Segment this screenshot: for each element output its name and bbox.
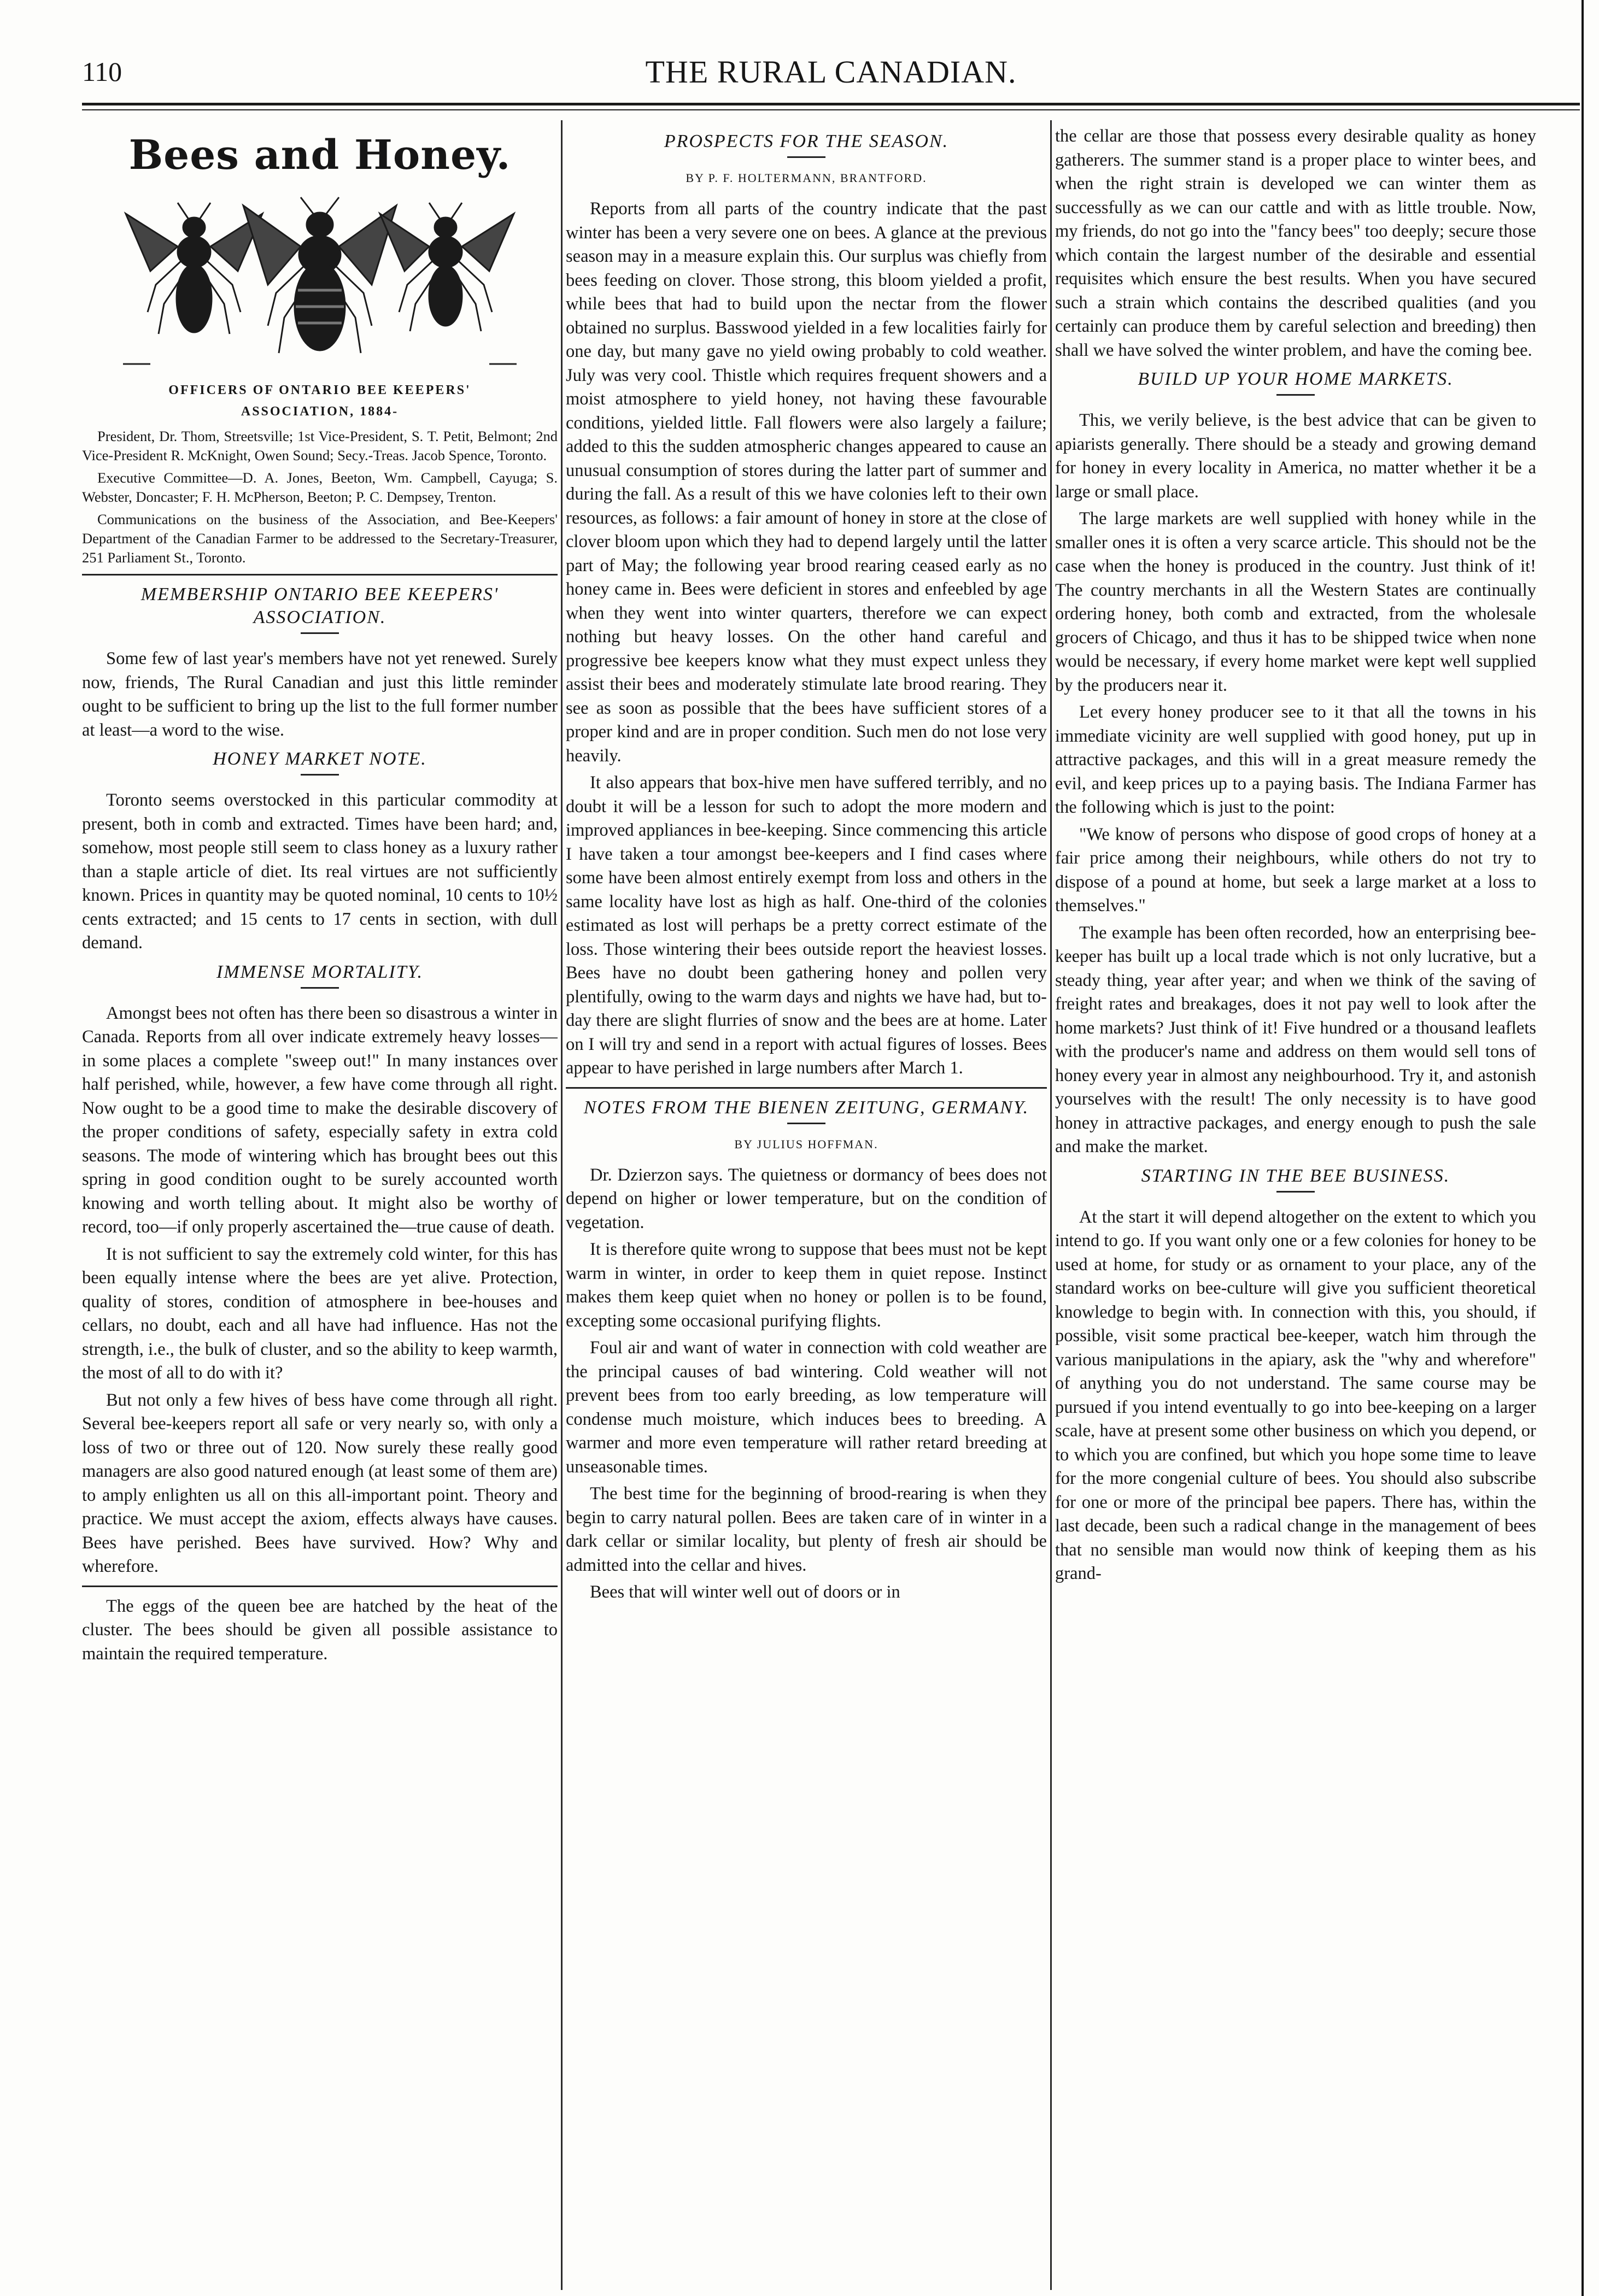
heading-dash: [787, 156, 825, 158]
bees-illustration: [112, 189, 528, 369]
starting-heading: STARTING IN THE BEE BUSINESS.: [1141, 1165, 1450, 1186]
page-header: [82, 50, 1580, 94]
section-separator: [82, 1586, 558, 1587]
heading-dash: [1276, 1191, 1315, 1193]
notes-paragraph: Dr. Dzierzon says. The quietness or dormancy of bees does not depend on higher or lower temperature, but on the condition of vegetation.: [566, 1165, 1047, 1232]
notes-byline: BY JULIUS HOFFMAN.: [734, 1137, 878, 1151]
column-divider: [1050, 120, 1052, 2290]
home-markets-paragraph: This, we verily believe, is the best advice that can be given to apiarists generally. There should be a steady and growing demand for honey in every locality in America, no matter whether it be a large or small place.: [1055, 410, 1536, 502]
header-rule-thin: [82, 109, 1580, 110]
notes-heading: NOTES FROM THE BIENEN ZEITUNG, GERMANY.: [583, 1097, 1029, 1118]
prospects-heading: PROSPECTS FOR THE SEASON.: [664, 131, 949, 151]
column-2: [566, 125, 1047, 2283]
mortality-heading: IMMENSE MORTALITY.: [216, 961, 423, 982]
officers-executive-paragraph: Executive Committee—D. A. Jones, Beeton, Wm. Campbell, Cayuga; S. Webster, Doncaster; F. H. McPherson, Beeton; P. C. Dempsey, Trenton.: [82, 469, 558, 505]
mortality-paragraph: Amongst bees not often has there been so disastrous a winter in Canada. Reports from all over indicate extremely heavy losses—in some places a complete "sweep out!" In many instances over half perished, while, however, a few have come through all right. Now ought to be a good time to make the desirable discovery of the proper conditions of safety, especially safety in extra cold seasons. The mode of wintering which has brought bees out this spring in good condition ought to be surely accounted worth knowing and worth telling about. It might also be worthy of record, too—if only properly ascertained the—true cause of death.: [82, 1003, 558, 1237]
honey-market-paragraph: Toronto seems overstocked in this particular commodity at present, both in comb and extracted. Times have been hard; and, somehow, most people still seem to class honey as a luxury rather than a staple article of diet. Its real virtues are not sufficiently known. Prices in quantity may be quoted nominal, 10 cents to 10½ cents extracted; and 15 cents to 17 cents in section, with dull demand.: [82, 790, 558, 953]
heading-dash: [301, 632, 339, 634]
bee-right: [380, 203, 514, 331]
journal-title: THE RURAL CANADIAN.: [645, 54, 1017, 90]
heading-dash: [1276, 394, 1315, 396]
bee-left: [126, 203, 262, 334]
prospects-paragraph: Reports from all parts of the country indicate that the past winter has been a very severe one on bees. A glance at the previous season may in a measure explain this. Our surplus was chiefly from bees feeding on clover. Those strong, this bloom yielded a profit, while bees that had to build upon the nectar from the flower obtained no surplus. Basswood yielded in a few localities fairly for one day, but many gave no yield owing probably to cold weather. July was very cool. Thistle which requires frequent showers and a moist atmosphere to yield honey, not having these favourable conditions, yielded little. Fall flowers were also largely a failure; added to this the sudden atmospheric changes appeared to cause an unusual consumption of stores during the latter part of summer and during the fall. As a result of this we have colonies left to their own resources, as follows: a fair amount of honey in store at the close of clover bloom upon which they had to depend largely until the latter part of May; the following year brood rearing ceased early as no honey came in. Bees were deficient in stores and enfeebled by age when they went into winter quarters, therefore we can expect nothing but heavy losses. On the other hand careful and progressive bee keepers know what they must expect unless they assist their bees and moderately stimulate late brood rearing. They see as soon as possible that the bees have sufficient stores of a proper kind and are in proper condition. Such men do not lose very heavily.: [566, 199, 1047, 766]
page-edge-rule: [1582, 0, 1584, 2296]
heading-dash: [787, 1123, 825, 1124]
honey-market-heading: HONEY MARKET NOTE.: [213, 749, 427, 769]
officers-subheading: ASSOCIATION, 1884-: [241, 404, 399, 419]
section-separator: [82, 574, 558, 576]
membership-heading: MEMBERSHIP ONTARIO BEE KEEPERS' ASSOCIATION.: [140, 584, 499, 627]
officers-heading: OFFICERS OF ONTARIO BEE KEEPERS': [168, 383, 471, 397]
continued-paragraph: the cellar are those that possess every desirable quality as honey gatherers. The summer stand is a proper place to winter bees, and when the right strain is developed we can winter them as successfully as we can our cattle and with as little trouble. Now, my friends, do not go into the "fancy bees" too deeply; secure those which contain the largest number of the desirable and essential requisites which ensure the best results. When you have secured such a strain which contains the described qualities (and you certainly can produce them by careful selection and breeding) then shall we have solved the winter problem, and have the coming bee.: [1055, 126, 1536, 360]
notes-paragraph: It is therefore quite wrong to suppose that bees must not be kept warm in winter, in order to keep them in quiet repose. Instinct makes them keep quiet when no honey or pollen is to be found, excepting some occasional purifying flights.: [566, 1240, 1047, 1331]
officers-communications-paragraph: Communications on the business of the Association, and Bee-Keepers' Department of the Canadian Farmer to be addressed to the Secretary-Treasurer, 251 Parliament St., Toronto.: [82, 511, 558, 566]
column-1: [82, 125, 558, 2283]
prospects-byline: BY P. F. HOLTERMANN, BRANTFORD.: [686, 171, 927, 185]
header-rule-thick: [82, 103, 1580, 105]
column-3: [1055, 125, 1536, 2283]
eggs-paragraph: The eggs of the queen bee are hatched by the heat of the cluster. The bees should be given all possible assistance to maintain the required temperature.: [82, 1596, 558, 1664]
heading-dash: [301, 987, 339, 989]
home-markets-paragraph: The large markets are well supplied with honey while in the smaller ones it is often a very scarce article. This should not be the case when the honey is produced in the country. Just think of it! The country merchants in all the Western States are continually ordering honey, both comb and extracted, from the wholesale grocers of Chicago, and thus it has to be shipped twice when none would be necessary, if every home market were kept well supplied by the producers near it.: [1055, 509, 1536, 695]
prospects-paragraph: It also appears that box-hive men have suffered terribly, and no doubt it will be a lesson for such to adopt the more modern and improved appliances in bee-keeping. Since commencing this article I have taken a tour amongst bee-keepers and I find cases where some have been almost entirely exempt from loss and others in the same locality have lost as high as half. One-third of the colonies estimated as lost will perhaps be a pretty correct estimate of the loss. Those wintering their bees outside report the heaviest losses. Bees have no doubt been gathering honey and pollen very plentifully, owing to the warm days and nights we have had, but to-day there are slight flurries of snow and the bees are at home. Later on I will try and send in a report with actual figures of losses. Bees appear to have perished in large numbers after March 1.: [566, 773, 1047, 1078]
notes-paragraph: Bees that will winter well out of doors or in: [590, 1582, 900, 1602]
officers-president-paragraph: President, Dr. Thom, Streetsville; 1st Vice-President, S. T. Petit, Belmont; 2nd Vice-President R. McKnight, Owen Sound; Secy.-Treas. Jacob Spence, Toronto.: [82, 428, 558, 463]
notes-paragraph: The best time for the beginning of brood-rearing is when they begin to carry natural pollen. Bees are taken care of in winter in a dark cellar or similar locality, but plenty of fresh air should be admitted into the cellar and hives.: [566, 1484, 1047, 1575]
home-markets-heading: BUILD UP YOUR HOME MARKETS.: [1138, 369, 1454, 389]
mortality-paragraph: It is not sufficient to say the extremely cold winter, for this has been equally intense where the bees are yet alive. Protection, quality of stores, condition of atmosphere in bee-houses and cellars, no doubt, each and all have had influence. Has not the strength, i.e., the bulk of cluster, and so the ability to keep warmth, the most of all to do with it?: [82, 1244, 558, 1383]
membership-paragraph: Some few of last year's members have not yet renewed. Surely now, friends, The Rural Canadian and just this little reminder ought to be sufficient to bring up the list to the full former number at least—a word to the wise.: [82, 649, 558, 740]
home-markets-quote: "We know of persons who dispose of good crops of honey at a fair price among their neighbours, while others do not try to dispose of a pound at home, but seek a large market at a loss to themselves.": [1055, 824, 1536, 915]
bee-center: [243, 197, 396, 353]
starting-paragraph: At the start it will depend altogether on the extent to which you intend to go. If you want only one or a few colonies for honey to be used at home, for study or as ornament to your place, any of the standard works on bee-culture will give you sufficient theoretical knowledge to begin with. In connection with this, you should, if possible, visit some practical bee-keeper, watch him through the various manipulations in the apiary, ask the "why and wherefore" of anything you do not understand. The same course may be pursued if you intend eventually to go into bee-keeping on a larger scale, have at present some other business on which you depend, or to which you are confined, but which you hope some time to leave for the more congenial culture of bees. You should also subscribe for one or more of the principal bee papers. There has, within the last decade, been such a radical change in the management of bees that no sensible man would now think of keeping them as his grand-: [1055, 1207, 1536, 1583]
page-number: 110: [82, 56, 122, 87]
section-separator: [566, 1087, 1047, 1089]
notes-paragraph: Foul air and want of water in connection with cold weather are the principal causes of bad wintering. Cold weather will not prevent bees from too early breeding, as low temperature will condense much moisture, which induces bees to breeding. A warmer and more even temperature will rather retard breeding at unseasonable times.: [566, 1338, 1047, 1477]
column-divider: [561, 120, 563, 2290]
mortality-paragraph: But not only a few hives of bess have come through all right. Several bee-keepers report all safe or very nearly so, with only a loss of two or three out of 120. Now surely these really good managers are also good natured enough (at least some of them are) to amply enlighten us all on this all-important point. Theory and practice. We must accept the axiom, effects always have causes. Bees have perished. Bees have survived. How? Why and wherefore.: [82, 1390, 558, 1576]
home-markets-paragraph: Let every honey producer see to it that all the towns in his immediate vicinity are well supplied with good honey, put up in attractive packages, and this will in a great measure remedy the evil, and keep prices up to a paying basis. The Indiana Farmer has the following which is just to the point:: [1055, 702, 1536, 817]
heading-dash: [301, 774, 339, 776]
home-markets-paragraph: The example has been often recorded, how an enterprising bee-keeper has built up a local trade which is not only lucrative, but a steady thing, year after year; and when we think of the saving of freight rates and breakages, does it not pay well to look after the home markets? Just think of it! Five hundred or a thousand leaflets with the producer's name and address on them would sell tons of honey every year in almost any neighbourhood. Try it, and astonish yourselves with the result! The only necessity is to have good honey in attractive packages, and energy enough to push the sale and make the market.: [1055, 923, 1536, 1156]
section-masthead: Bees and Honey.: [128, 132, 511, 179]
